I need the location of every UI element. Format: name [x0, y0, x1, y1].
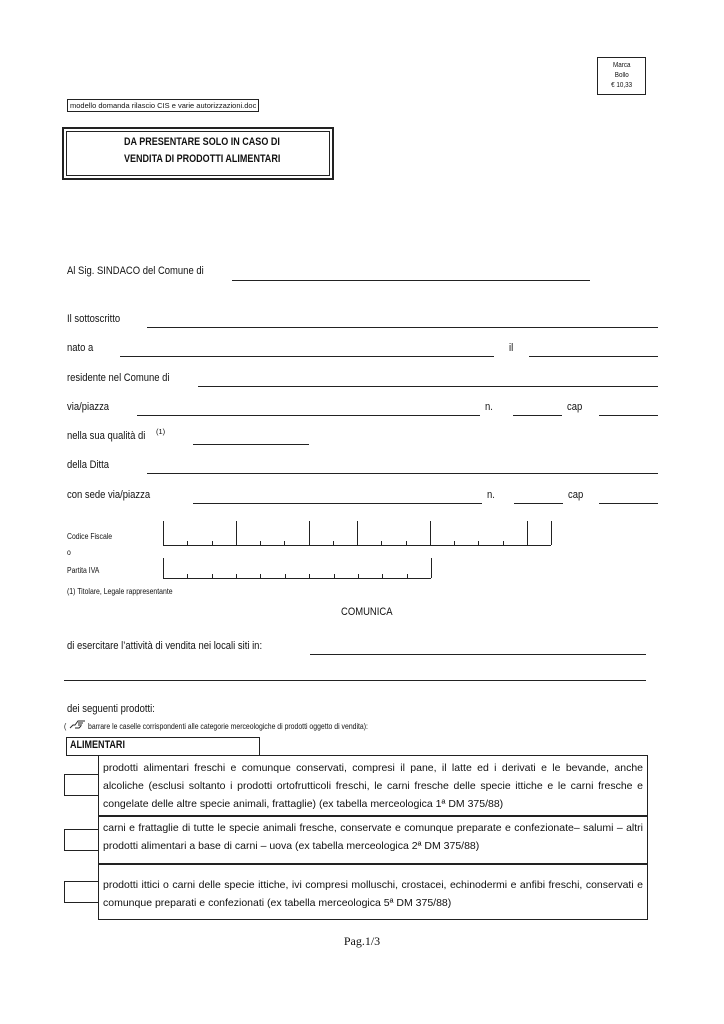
oppure-label: o — [67, 548, 71, 557]
code-box-divider — [309, 574, 310, 578]
qualita-label: nella sua qualità di — [67, 430, 146, 442]
header-line-2: VENDITA DI PRODOTTI ALIMENTARI — [124, 153, 281, 165]
partita-iva-label: Partita IVA — [67, 566, 100, 575]
code-box-divider — [503, 541, 504, 545]
code-box-divider — [551, 521, 552, 545]
code-box-divider — [454, 541, 455, 545]
sede-numero-field[interactable] — [514, 503, 563, 504]
sottoscritto-field[interactable] — [147, 327, 658, 328]
category-3-text: prodotti ittici o carni delle specie ittiche, ivi compresi molluschi, crostacei, echinodermi e anfibi freschi, conservati e comunque preparati e confezionati (ex tabella merceologica 5ª DM 375/88) — [103, 879, 643, 909]
category-row-3 — [98, 863, 648, 920]
locali-field[interactable] — [310, 654, 646, 655]
nato-field[interactable] — [120, 356, 494, 357]
code-box-divider — [382, 574, 383, 578]
code-box-divider — [260, 541, 261, 545]
code-box-divider — [478, 541, 479, 545]
numero-field[interactable] — [513, 415, 562, 416]
code-box-divider — [333, 541, 334, 545]
code-box-divider — [236, 521, 237, 545]
cap-field[interactable] — [599, 415, 658, 416]
category-1-text: prodotti alimentari freschi e comunque conservati, compresi il pane, il latte ed i derivati e le bevande, anche alcoliche (esclusi soltanto i prodotti ortofrutticoli freschi, le carni fresche delle specie ittiche e le carni fresche e congelate delle altre specie animali, frattaglie) (ex tabella merceologica 1ª DM 375/88) — [103, 762, 643, 810]
stamp-line-1: Marca — [612, 62, 631, 69]
category-row-2 — [98, 815, 648, 865]
data-nascita-field[interactable] — [529, 356, 658, 357]
code-box-divider — [212, 574, 213, 578]
numero-label: n. — [485, 401, 493, 413]
page-number: Pag.1/3 — [343, 934, 381, 948]
document-filename: modello domanda rilascio CIS e varie autorizzazioni.doc — [67, 99, 259, 112]
alimentari-section-header — [66, 737, 260, 756]
qualita-field[interactable] — [193, 444, 309, 445]
footnote: (1) Titolare, Legale rappresentante — [67, 587, 173, 596]
residente-field[interactable] — [198, 386, 658, 387]
comunica-title: COMUNICA — [341, 606, 393, 618]
code-box-divider — [236, 574, 237, 578]
code-box-divider — [357, 521, 358, 545]
code-box-divider — [187, 574, 188, 578]
via-field[interactable] — [137, 415, 480, 416]
esercitare-label: di esercitare l’attività di vendita nei locali siti in: — [67, 640, 263, 652]
header-line-1: DA PRESENTARE SOLO IN CASO DI — [124, 136, 280, 148]
instruction-open-paren: ( — [64, 722, 67, 731]
qualita-footnote-ref: (1) — [156, 427, 166, 436]
code-box-divider — [334, 574, 335, 578]
sede-label: con sede via/piazza — [67, 489, 151, 501]
sindaco-label: Al Sig. SINDACO del Comune di — [67, 265, 204, 277]
code-box-divider — [163, 558, 164, 578]
code-box-divider — [163, 521, 164, 545]
code-box-divider — [430, 521, 431, 545]
comune-field[interactable] — [232, 280, 590, 281]
category-2-text: carni e frattaglie di tutte le specie animali fresche, conservate e comunque preparate e confezionate– salumi – altri prodotti alimentari a base di carni – uova (ex tabella merceologica 2ª DM 375/88) — [103, 822, 643, 852]
stamp-line-2: Bollo — [614, 72, 629, 79]
code-box-divider — [260, 574, 261, 578]
code-box-divider — [381, 541, 382, 545]
category-3-checkbox[interactable] — [64, 881, 98, 903]
marca-bollo-box — [597, 57, 646, 95]
cap-label: cap — [567, 401, 583, 413]
sede-numero-label: n. — [487, 489, 495, 501]
sede-cap-field[interactable] — [599, 503, 658, 504]
code-box-divider — [358, 574, 359, 578]
via-label: via/piazza — [67, 401, 110, 413]
category-2-checkbox[interactable] — [64, 829, 98, 851]
code-box-divider — [284, 541, 285, 545]
code-box-divider — [212, 541, 213, 545]
hand-pointer-icon — [69, 719, 87, 730]
code-box-divider — [527, 521, 528, 545]
il-label: il — [509, 342, 514, 354]
ditta-label: della Ditta — [67, 459, 110, 471]
code-box-divider — [431, 558, 432, 578]
ditta-field[interactable] — [147, 473, 658, 474]
stamp-line-3: € 10,33 — [610, 82, 633, 89]
sede-via-field[interactable] — [193, 503, 482, 504]
category-1-checkbox[interactable] — [64, 774, 98, 796]
code-box-divider — [187, 541, 188, 545]
sede-cap-label: cap — [568, 489, 584, 501]
code-box-divider — [309, 521, 310, 545]
codice-fiscale-label: Codice Fiscale — [67, 532, 113, 541]
code-box-divider — [406, 541, 407, 545]
prodotti-label: dei seguenti prodotti: — [67, 703, 155, 715]
residente-label: residente nel Comune di — [67, 372, 170, 384]
nato-label: nato a — [67, 342, 94, 354]
code-box-divider — [407, 574, 408, 578]
alimentari-title: ALIMENTARI — [70, 739, 125, 751]
locali-field-line-2[interactable] — [64, 680, 646, 681]
instruction-text: barrare le caselle corrispondenti alle categorie merceologiche di prodotti oggetto di vendita): — [88, 722, 368, 731]
sottoscritto-label: Il sottoscritto — [67, 313, 121, 325]
category-row-1 — [98, 755, 648, 817]
code-box-divider — [285, 574, 286, 578]
